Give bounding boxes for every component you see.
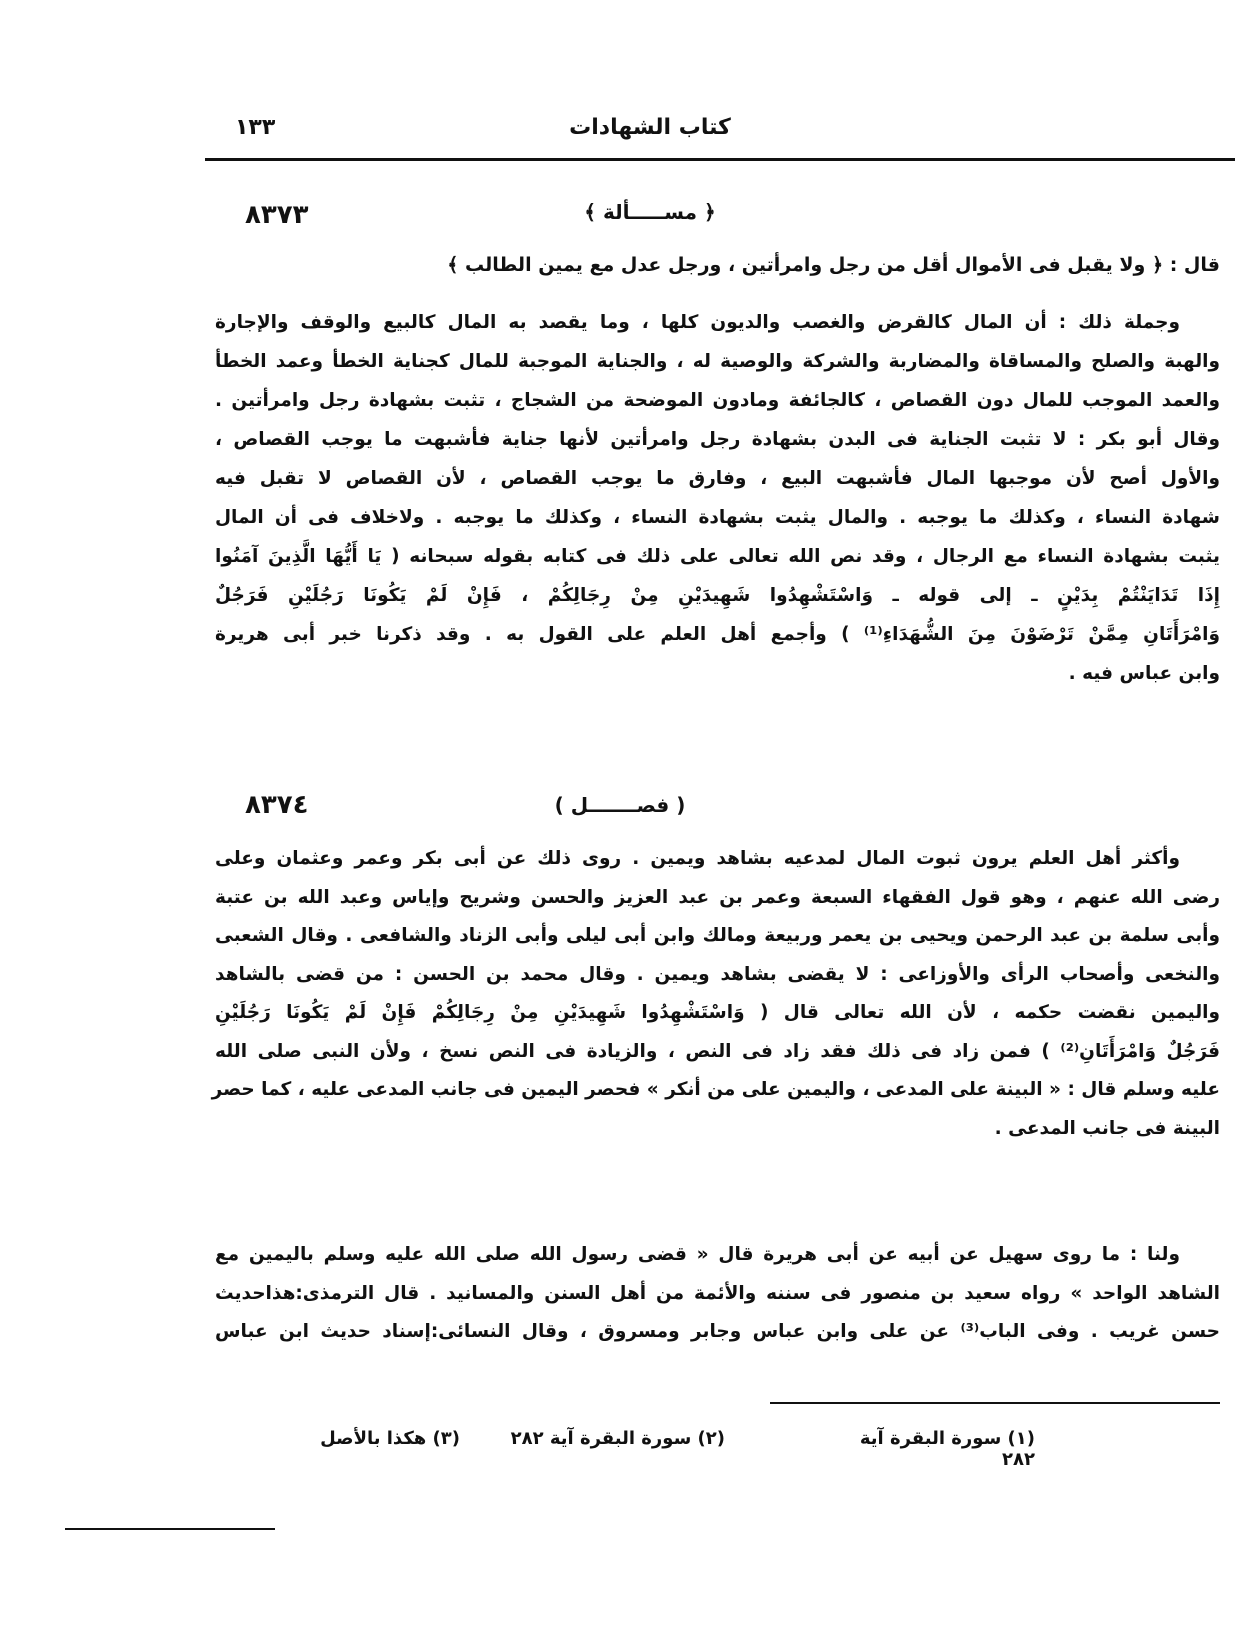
header-rule	[205, 158, 1235, 161]
text-line: شهادة النساء ، وكذلك ما يوجبه . والمال يثبت بشهادة النساء ، وكذلك ما يوجبه . ولاخلاف فى أن المال	[215, 507, 1220, 528]
running-header-title: كتاب الشهادات	[569, 115, 731, 140]
text-line: وابن عباس فيه .	[1068, 663, 1220, 684]
text-line: رضى الله عنهم ، وهو قول الفقهاء السبعة وعمر بن عبد العزيز والحسن وشريح وإياس وعبد الله بن عتبة	[215, 886, 1220, 908]
text-line: يثبت بشهادة النساء مع الرجال ، وقد نص الله تعالى على ذلك فى كتابه بقوله سبحانه ( يَا أَيُّهَا الَّذِينَ آمَنُوا	[215, 546, 1220, 567]
text-line: والنخعى وأصحاب الرأى والأوزاعى : لا يقضى بشاهد ويمين . وقال محمد بن الحسن : من قضى بالشاهد	[215, 963, 1220, 985]
text-line: إِذَا تَدَايَنْتُمْ بِدَيْنٍ ـ إلى قوله ـ وَاسْتَشْهِدُوا شَهِيدَيْنِ مِنْ رِجَالِكُمْ ، فَإِنْ لَمْ يَكُونَا رَجُلَيْنِ فَرَجُلٌ	[215, 585, 1220, 606]
section-number: ٨٣٧٣	[245, 200, 309, 230]
text-line: والهبة والصلح والمساقاة والمضاربة والشركة والوصية له ، والجناية الموجبة للمال كجناية الخطأ وعمد الخطأ	[215, 351, 1220, 372]
section-quote: قال : ﴿ ولا يقبل فى الأموال أقل من رجل وامرأتين ، ورجل عدل مع يمين الطالب ﴾	[447, 254, 1220, 276]
text-line: وأبى سلمة بن عبد الرحمن ويحيى بن يعمر وربيعة ومالك وابن أبى ليلى وأبى الزناد والشافعى . وقال الشعبى	[215, 925, 1220, 946]
page-number: ١٣٣	[235, 115, 276, 140]
footnote-rule	[770, 1402, 1220, 1404]
footnote-2: (٢) سورة البقرة آية ٢٨٢	[510, 1428, 725, 1449]
text-line: حسن غريب . وفى الباب⁽³⁾ عن على وابن عباس وجابر ومسروق ، وقال النسائى:إسناد حديث ابن عباس	[215, 1321, 1220, 1342]
text-line: وقال أبو بكر : لا تثبت الجناية فى البدن بشهادة رجل وامرأتين لأنها جناية فأشبهت ما يوجب القصاص ،	[215, 429, 1220, 450]
text-line: والأول أصح لأن موجبها المال فأشبهت البيع ، وفارق ما يوجب القصاص ، لأن القصاص لا تقبل فيه	[215, 468, 1220, 489]
section-number: ٨٣٧٤	[245, 790, 309, 820]
text-line: ولنا : ما روى سهيل عن أبيه عن أبى هريرة قال « قضى رسول الله صلى الله عليه وسلم باليمين مع	[215, 1244, 1180, 1265]
section-title: ﴿ مســـــألة ﴾	[584, 200, 716, 224]
text-line: البينة فى جانب المدعى .	[994, 1117, 1220, 1139]
text-line: واليمين نقضت حكمه ، لأن الله تعالى قال ( وَاسْتَشْهِدُوا شَهِيدَيْنِ مِنْ رِجَالِكُمْ فَإِنْ لَمْ يَكُونَا رَجُلَيْنِ	[215, 1002, 1220, 1023]
text-line: عليه وسلم قال : « البينة على المدعى ، واليمين على من أنكر » فحصر اليمين فى جانب المدعى عليه ، كما حصر	[211, 1079, 1220, 1100]
text-line: والعمد الموجب للمال دون القصاص ، كالجائفة ومادون الموضحة من الشجاج ، تثبت بشهادة رجل وامرأتين .	[215, 390, 1220, 411]
bottom-rule	[65, 1528, 275, 1530]
footnote-1: (١) سورة البقرة آية ٢٨٢	[859, 1428, 1035, 1470]
text-line: وجملة ذلك : أن المال كالقرض والغصب والديون كلها ، وما يقصد به المال كالبيع والوقف والإجارة	[215, 312, 1180, 333]
text-line: وَامْرَأَتَانِ مِمَّنْ تَرْضَوْنَ مِنَ الشُّهَدَاءِ⁽¹⁾ ) وأجمع أهل العلم على القول به . وقد ذكرنا خبر أبى هريرة	[215, 624, 1220, 645]
text-line: الشاهد الواحد » رواه سعيد بن منصور فى سننه والأئمة من أهل السنن والمسانيد . قال الترمذى:هذاحديث	[215, 1282, 1220, 1304]
text-line: فَرَجُلٌ وَامْرَأَتَانِ⁽²⁾ ) فمن زاد فى ذلك فقد زاد فى النص ، والزيادة فى النص نسخ ، ولأن النبى صلى الله	[215, 1040, 1220, 1062]
footnote-3: (٣) هكذا بالأصل	[320, 1428, 460, 1449]
text-line: وأكثر أهل العلم يرون ثبوت المال لمدعيه بشاهد ويمين . روى ذلك عن أبى بكر وعمر وعثمان وعلى	[215, 848, 1180, 869]
section-title: ( فصـــــــل )	[554, 793, 686, 817]
